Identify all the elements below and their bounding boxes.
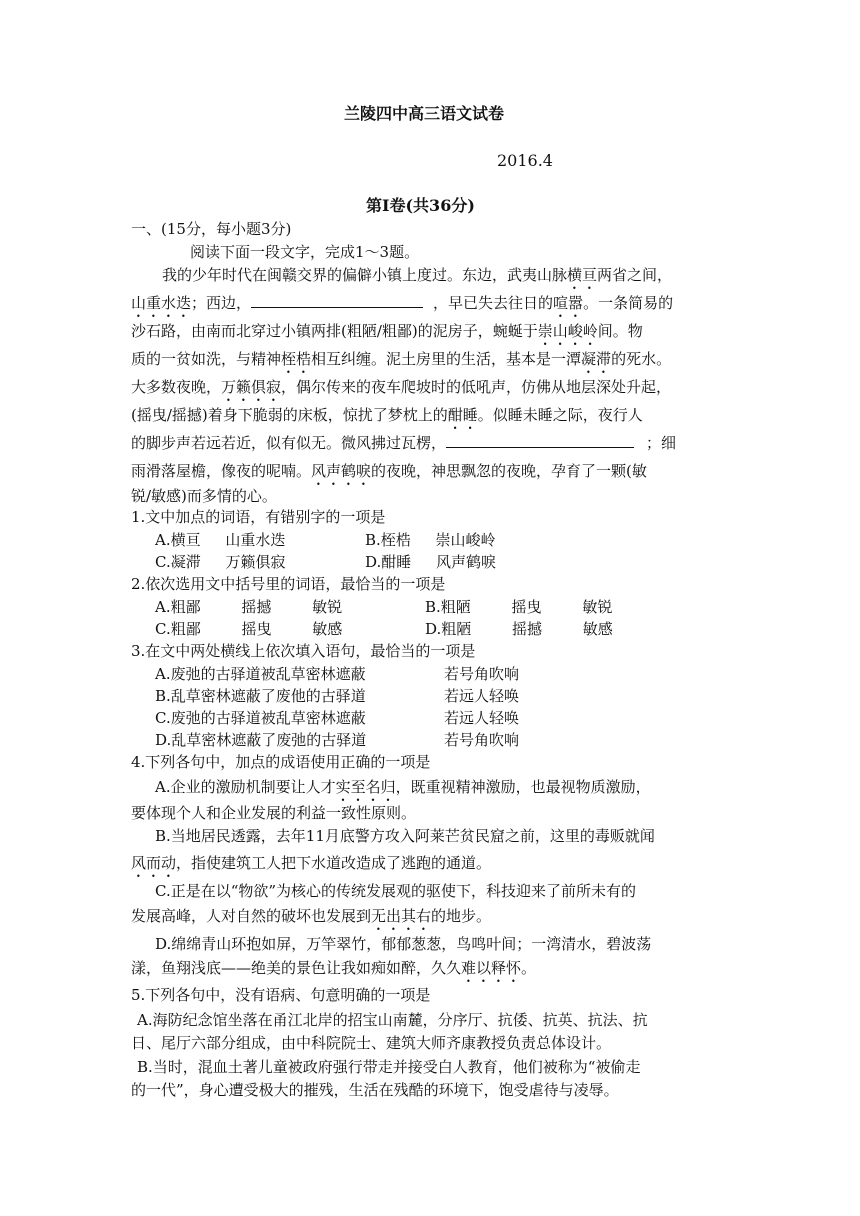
question-1-stem: 1.文中加点的词语，有错别字的一项是 — [131, 508, 386, 526]
section-heading: 一、(15分，每小题3分) — [131, 220, 292, 238]
dotted-word: 横亘 — [567, 266, 598, 284]
option-text: A.企业的激励机制要让人才 — [155, 778, 336, 796]
dotted-word: 凝滞 — [581, 350, 612, 368]
passage-text: ，偶尔传来的夜车爬坡时的低吼声，仿佛从地层深处升起， — [281, 378, 672, 396]
dotted-word: 山重水迭 — [131, 294, 192, 312]
question-2-option-a[interactable]: A.粗鄙 摇撼 敏锐 — [155, 598, 343, 616]
passage-text: 沙石路，由南而北穿过小镇两排(粗陋/粗鄙)的泥房子，蜿蜒于 — [131, 322, 538, 340]
option-text: 漾，鱼翔浅底——绝美的景色让我如痴如醉，久久 — [131, 959, 462, 977]
passage-text: 的死水。 — [611, 350, 672, 368]
option-line: C.正是在以“物欲”为核心的传统发展观的驱使下，科技迎来了前所未有的 — [155, 882, 637, 900]
passage-text: 的夜晚，神思飘忽的夜晚，孕育了一颗(敏 — [371, 462, 647, 480]
passage-line — [131, 461, 647, 489]
option-text: 。 — [521, 959, 537, 977]
passage-text: 间。物 — [597, 322, 643, 340]
option-text: 若号角吹响 — [444, 665, 520, 683]
option-text: 的地步。 — [431, 907, 492, 925]
option-line: 要体现个人和企业发展的利益一致性原则。 — [131, 804, 417, 822]
volume-heading: 第Ⅰ卷(共36分) — [366, 196, 475, 215]
passage-text: 我的少年时代在闽赣交界的偏僻小镇上度过。东边，武夷山脉 — [162, 266, 568, 284]
option-line — [131, 958, 536, 986]
passage-text: ，早已失去往日的 — [433, 294, 554, 312]
fill-in-blank-2[interactable] — [446, 433, 634, 448]
dotted-idiom: 实至名归 — [335, 778, 396, 796]
passage-line: 锐/敏感)而多情的心。 — [131, 487, 277, 505]
question-4-stem: 4.下列各句中，加点的成语使用正确的一项是 — [131, 753, 431, 771]
dotted-word: 风声鹤唳 — [311, 462, 372, 480]
passage-line — [131, 349, 671, 377]
option-line: D.绵绵青山环抱如屏，万竿翠竹，郁郁葱葱，鸟鸣叶间；一湾清水，碧波荡 — [155, 935, 652, 953]
question-2-option-c[interactable]: C.粗鄙 摇曳 敏感 — [155, 620, 343, 638]
passage-text: 相互纠缠。泥土房里的生活，基本是一潭 — [311, 350, 582, 368]
passage-line — [162, 265, 672, 293]
passage-line — [131, 405, 643, 433]
passage-text: 雨滑落屋檐，像夜的呢喃。 — [131, 462, 312, 480]
question-2-option-b[interactable]: B.粗陋 摇曳 敏锐 — [425, 598, 613, 616]
dotted-idiom: 难以释怀 — [461, 959, 522, 977]
passage-text: 两省之间， — [597, 266, 673, 284]
option-line: 的一代”，身心遭受极大的摧残，生活在残酷的环境下，饱受虐待与凌辱。 — [131, 1081, 619, 1099]
exam-title: 兰陵四中高三语文试卷 — [344, 104, 505, 123]
passage-line — [131, 293, 673, 321]
question-3-stem: 3.在文中两处横线上依次填入语句，最恰当的一项是 — [131, 642, 476, 660]
option-text: ，指使建筑工人把下水道改造成了逃跑的通道。 — [176, 854, 492, 872]
passage-text: 的脚步声若远若近，似有似无。微风拂过瓦楞， — [131, 434, 447, 452]
dotted-word: 喧嚣 — [553, 294, 584, 312]
option-line — [155, 777, 651, 805]
question-1-option-b[interactable]: B.桎梏 崇山峻岭 — [365, 531, 496, 549]
option-line — [131, 906, 491, 934]
passage-text: 。一条简易的 — [583, 294, 674, 312]
exam-date: 2016.4 — [497, 151, 553, 170]
option-line: 日、尾厅六部分组成，由中科院院士、建筑大师齐康教授负责总体设计。 — [131, 1034, 612, 1052]
option-text: D.乱草密林遮蔽了废弛的古驿道 — [155, 731, 367, 749]
passage-text: (摇曳/摇撼)着身下脆弱的床板，惊扰了梦枕上的 — [131, 406, 448, 424]
passage-text: 。似睡未睡之际，夜行人 — [477, 406, 643, 424]
option-line — [131, 853, 491, 881]
dotted-idiom: 风而动 — [131, 854, 177, 872]
passage-line — [131, 321, 643, 349]
passage-text: 大多数夜晚， — [131, 378, 222, 396]
option-line: A.海防纪念馆坐落在甬江北岸的招宝山南麓，分序厅、抗倭、抗英、抗法、抗 — [137, 1011, 648, 1029]
dotted-word: 酣睡 — [447, 406, 478, 424]
passage-text: 质的一贫如洗，与精神 — [131, 350, 282, 368]
question-1-option-a[interactable]: A.横亘 山重水迭 — [155, 531, 286, 549]
dotted-word: 崇山峻岭 — [537, 322, 598, 340]
passage-text: ；细 — [646, 434, 677, 452]
option-text: 发展高峰，人对自然的破坏也发展到 — [131, 907, 372, 925]
option-line: B.当地居民透露，去年11月底警方攻入阿莱芒贫民窟之前，这里的毒贩就闻 — [155, 827, 655, 845]
option-text: ，既重视精神激励，也最视物质激励， — [395, 778, 651, 796]
option-text: A.废弛的古驿道被乱草密林遮蔽 — [155, 665, 366, 683]
question-2-stem: 2.依次选用文中括号里的词语，最恰当的一项是 — [131, 575, 446, 593]
dotted-idiom: 无出其右 — [371, 907, 432, 925]
passage-text: ；西边， — [191, 294, 252, 312]
option-text: 若远人轻唤 — [444, 709, 520, 727]
passage-line — [131, 433, 676, 453]
option-text: C.废弛的古驿道被乱草密林遮蔽 — [155, 709, 366, 727]
question-5-stem: 5.下列各句中，没有语病、句意明确的一项是 — [131, 986, 431, 1004]
fill-in-blank-1[interactable] — [251, 293, 423, 308]
option-text: 若远人轻唤 — [444, 687, 520, 705]
option-text: 若号角吹响 — [444, 731, 520, 749]
option-line: B.当时，混血土著儿童被政府强行带走并接受白人教育，他们被称为“被偷走 — [137, 1058, 641, 1076]
section-instruction: 阅读下面一段文字，完成1～3题。 — [190, 243, 420, 261]
passage-line — [131, 377, 671, 405]
option-text: B.乱草密林遮蔽了废他的古驿道 — [155, 687, 366, 705]
question-1-option-c[interactable]: C.凝滞 万籁俱寂 — [155, 553, 286, 571]
question-2-option-d[interactable]: D.粗陋 摇撼 敏感 — [425, 620, 613, 638]
dotted-word: 万籁俱寂 — [221, 378, 282, 396]
question-1-option-d[interactable]: D.酣睡 风声鹤唳 — [365, 553, 497, 571]
dotted-word: 桎梏 — [281, 350, 312, 368]
